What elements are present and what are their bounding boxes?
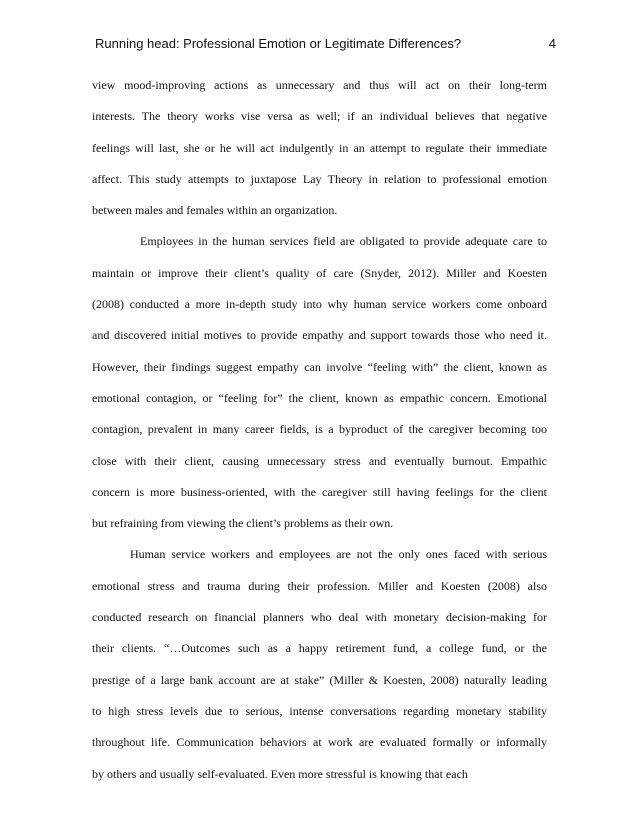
text-line: Human service workers and employees are not the only ones faced with serious bbox=[130, 547, 547, 562]
text-line: interests. The theory works vise versa as well; if an individual believes that negative bbox=[92, 109, 547, 124]
text-line: view mood-improving actions as unnecessary and thus will act on their long-term bbox=[92, 78, 547, 92]
text-line: Employees in the human services field are obligated to provide adequate care to bbox=[140, 234, 547, 249]
text-line: (2008) conducted a more in-depth study into why human service workers come onboard bbox=[92, 297, 547, 312]
text-line: concern is more business-oriented, with the caregiver still having feelings for the client bbox=[92, 484, 547, 499]
text-line: close with their client, causing unnecessary stress and eventually burnout. Empathic bbox=[92, 453, 547, 468]
text-line: their clients. “…Outcomes such as a happy retirement fund, a college fund, or the bbox=[92, 641, 547, 656]
text-line: throughout life. Communication behaviors at work are evaluated formally or informally bbox=[92, 735, 547, 750]
text-line: conducted research on financial planners who deal with monetary decision-making for bbox=[92, 610, 547, 625]
text-line: contagion, prevalent in many career fields, is a byproduct of the caregiver becoming too bbox=[92, 422, 547, 437]
text-line: prestige of a large bank account are at stake” (Miller & Koesten, 2008) naturally leading bbox=[92, 672, 547, 687]
paragraph bbox=[92, 539, 547, 789]
text-line: between males and females within an organization. bbox=[92, 203, 338, 218]
text-line: affect. This study attempts to juxtapose Lay Theory in relation to professional emotion bbox=[92, 171, 547, 186]
text-line: emotional contagion, or “feeling for” the client, known as empathic concern. Emotional bbox=[92, 390, 547, 405]
page-header bbox=[92, 36, 556, 56]
paragraph bbox=[92, 226, 547, 539]
text-line: to high stress levels due to serious, intense conversations regarding monetary stability bbox=[92, 703, 547, 718]
text-line: but refraining from viewing the client’s problems as their own. bbox=[92, 516, 394, 531]
text-line: and discovered initial motives to provide empathy and support towards those who need it. bbox=[92, 328, 547, 343]
text-line: emotional stress and trauma during their profession. Miller and Koesten (2008) also bbox=[92, 578, 547, 593]
text-line: by others and usually self-evaluated. Even more stressful is knowing that each bbox=[92, 766, 468, 781]
running-head: Running head: Professional Emotion or Legitimate Differences? bbox=[95, 36, 462, 51]
text-line: maintain or improve their client’s quality of care (Snyder, 2012). Miller and Koesten bbox=[92, 265, 547, 280]
page-number: 4 bbox=[548, 36, 556, 51]
text-line: However, their findings suggest empathy can involve “feeling with” the client, known as bbox=[92, 359, 547, 374]
paragraph bbox=[92, 70, 547, 226]
body-text bbox=[92, 70, 547, 790]
text-line: feelings will last, she or he will act indulgently in an attempt to regulate their immediate bbox=[92, 140, 547, 155]
